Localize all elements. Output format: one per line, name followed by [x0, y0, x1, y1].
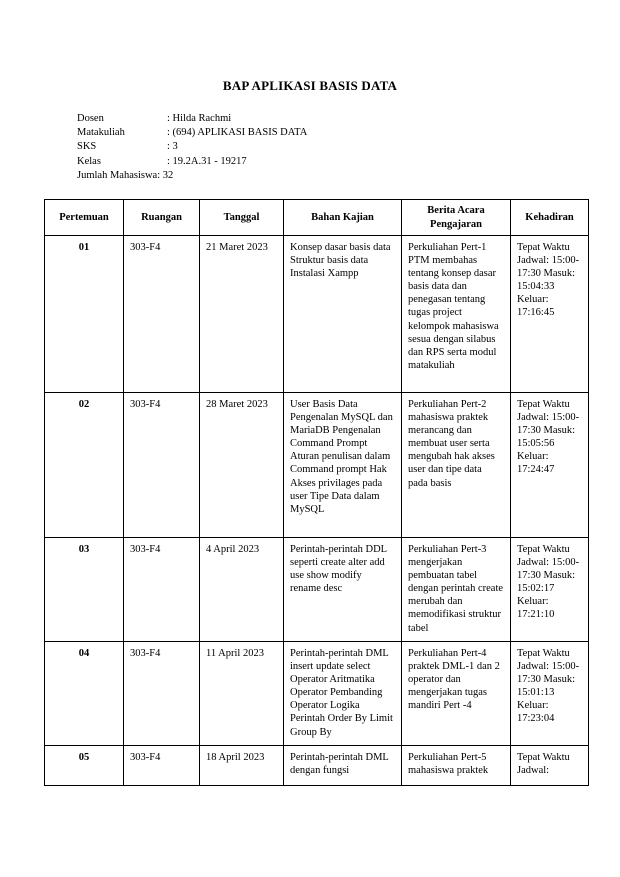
table-row — [45, 746, 589, 786]
info-value: : 32 — [157, 169, 174, 181]
column-header-ruangan: Ruangan — [124, 200, 200, 236]
cell-ruangan: 303-F4 — [124, 642, 200, 746]
cell-pertemuan: 02 — [45, 393, 124, 538]
cell-pertemuan: 01 — [45, 236, 124, 393]
info-row-sks — [77, 140, 307, 154]
info-row-jumlah-mahasiswa — [77, 169, 307, 183]
info-label: Jumlah Mahasiswa — [77, 169, 158, 181]
column-header-bahan-kajian: Bahan Kajian — [284, 200, 402, 236]
table-row — [45, 236, 589, 393]
table-row — [45, 642, 589, 746]
cell-tanggal: 18 April 2023 — [200, 746, 284, 786]
attendance-table — [44, 199, 589, 786]
cell-tanggal: 4 April 2023 — [200, 538, 284, 642]
column-header-berita-acara: Berita Acara Pengajaran — [402, 200, 511, 236]
cell-kehadiran: Tepat Waktu Jadwal: — [511, 746, 589, 786]
cell-berita-acara: Perkuliahan Pert-5 mahasiswa praktek — [402, 746, 511, 786]
info-label: SKS — [77, 141, 97, 153]
cell-ruangan: 303-F4 — [124, 746, 200, 786]
cell-bahan-kajian: Konsep dasar basis data Struktur basis data Instalasi Xampp — [284, 236, 402, 393]
table-header-row — [45, 200, 589, 236]
cell-bahan-kajian: Perintah-perintah DDL seperti create alter add use show modify rename desc — [284, 538, 402, 642]
cell-kehadiran: Tepat Waktu Jadwal: 15:00-17:30 Masuk: 15:05:56 Keluar: 17:24:47 — [511, 393, 589, 538]
cell-tanggal: 11 April 2023 — [200, 642, 284, 746]
table-row — [45, 393, 589, 538]
info-label: Kelas — [77, 155, 101, 167]
table-row — [45, 538, 589, 642]
cell-berita-acara: Perkuliahan Pert-4 praktek DML-1 dan 2 operator dan mengerjakan tugas mandiri Pert -4 — [402, 642, 511, 746]
info-label: Matakuliah — [77, 127, 125, 139]
course-info — [77, 112, 307, 183]
cell-kehadiran: Tepat Waktu Jadwal: 15:00-17:30 Masuk: 15:04:33 Keluar: 17:16:45 — [511, 236, 589, 393]
cell-kehadiran: Tepat Waktu Jadwal: 15:00-17:30 Masuk: 15:01:13 Keluar: 17:23:04 — [511, 642, 589, 746]
column-header-pertemuan: Pertemuan — [45, 200, 124, 236]
cell-ruangan: 303-F4 — [124, 236, 200, 393]
info-value: : Hilda Rachmi — [167, 113, 232, 124]
info-value: : 3 — [167, 141, 178, 153]
cell-berita-acara: Perkuliahan Pert-3 mengerjakan pembuatan tabel dengan perintah create merubah dan memodifikasi struktur tabel — [402, 538, 511, 642]
cell-pertemuan: 03 — [45, 538, 124, 642]
cell-kehadiran: Tepat Waktu Jadwal: 15:00-17:30 Masuk: 15:02:17 Keluar: 17:21:10 — [511, 538, 589, 642]
info-row-kelas — [77, 155, 307, 169]
cell-pertemuan: 05 — [45, 746, 124, 786]
cell-bahan-kajian: Perintah-perintah DML dengan fungsi — [284, 746, 402, 786]
cell-ruangan: 303-F4 — [124, 393, 200, 538]
info-value: : 19.2A.31 - 19217 — [167, 155, 247, 167]
cell-ruangan: 303-F4 — [124, 538, 200, 642]
info-label: Dosen — [77, 113, 104, 124]
column-header-tanggal: Tanggal — [200, 200, 284, 236]
cell-bahan-kajian: User Basis Data Pengenalan MySQL dan MariaDB Pengenalan Command Prompt Aturan penulisan dalam Command prompt Hak Akses privilages pada user Tipe Data dalam MySQL — [284, 393, 402, 538]
cell-berita-acara: Perkuliahan Pert-2 mahasiswa praktek merancang dan membuat user serta mengubah hak akses user dan tipe data pada basis — [402, 393, 511, 538]
cell-tanggal: 21 Maret 2023 — [200, 236, 284, 393]
cell-tanggal: 28 Maret 2023 — [200, 393, 284, 538]
cell-pertemuan: 04 — [45, 642, 124, 746]
cell-bahan-kajian: Perintah-perintah DML insert update select Operator Aritmatika Operator Pembanding Operator Logika Perintah Order By Limit Group By — [284, 642, 402, 746]
column-header-kehadiran: Kehadiran — [511, 200, 589, 236]
info-row-dosen — [77, 112, 307, 126]
page-title: BAP APLIKASI BASIS DATA — [222, 78, 398, 93]
cell-berita-acara: Perkuliahan Pert-1 PTM membahas tentang konsep dasar basis data dan penegasan tentang tugas project kelompok mahasiswa sesua dengan silabus dan RPS serta modul matakuliah — [402, 236, 511, 393]
info-value: : (694) APLIKASI BASIS DATA — [167, 127, 308, 139]
info-row-matakuliah — [77, 126, 307, 140]
